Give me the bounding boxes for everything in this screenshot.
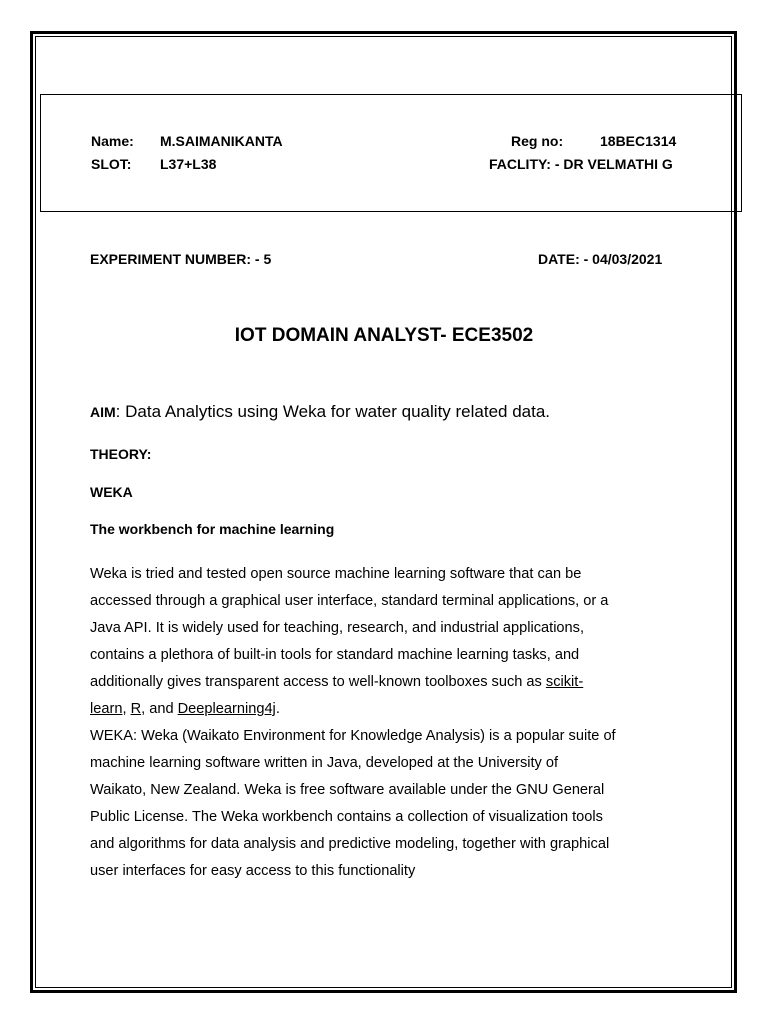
text-line: and algorithms for data analysis and predictive modeling, together with graphical — [90, 836, 610, 852]
period: . — [275, 701, 280, 717]
regno-label: Reg no: — [511, 133, 564, 149]
paragraph-intro — [90, 561, 690, 723]
subheading: The workbench for machine learning — [90, 521, 335, 537]
header-box — [40, 94, 742, 212]
text-line: machine learning software written in Java, developed at the University of — [90, 755, 559, 771]
slot-label: SLOT: — [91, 156, 132, 172]
text-span: additionally gives transparent access to well-known toolboxes such as — [90, 674, 546, 690]
slot-value: L37+L38 — [160, 156, 217, 172]
faculty-label: FACLITY: - DR VELMATHI G — [489, 156, 673, 172]
link-scikit-learn-cont[interactable]: learn — [90, 701, 123, 717]
experiment-number: EXPERIMENT NUMBER: - 5 — [90, 251, 272, 267]
weka-heading: WEKA — [90, 484, 133, 500]
body-text — [90, 561, 690, 885]
page-title: IOT DOMAIN ANALYST- ECE3502 — [234, 325, 534, 346]
text-line: user interfaces for easy access to this functionality — [90, 863, 416, 879]
link-scikit-learn[interactable]: scikit- — [545, 674, 584, 690]
paragraph-weka — [90, 723, 690, 885]
aim-label: AIM — [90, 404, 116, 420]
text-line — [90, 669, 690, 696]
name-label: Name: — [91, 133, 134, 149]
link-deeplearning4j[interactable]: Deeplearning4j — [177, 701, 276, 717]
theory-heading: THEORY: — [90, 446, 152, 462]
regno-value: 18BEC1314 — [600, 133, 677, 149]
name-value: M.SAIMANIKANTA — [160, 133, 283, 149]
aim-text: : Data Analytics using Weka for water quality related data. — [115, 402, 551, 421]
text-line: Weka is tried and tested open source machine learning software that can be — [90, 566, 582, 582]
text-line: accessed through a graphical user interface, standard terminal applications, or a — [90, 593, 609, 609]
text-line: WEKA: Weka (Waikato Environment for Knowledge Analysis) is a popular suite of — [90, 728, 616, 744]
link-r[interactable]: R — [130, 701, 142, 717]
text-line: Public License. The Weka workbench contains a collection of visualization tools — [90, 809, 603, 825]
experiment-date: DATE: - 04/03/2021 — [538, 251, 663, 267]
separator: , and — [141, 701, 178, 717]
text-line — [90, 696, 690, 723]
text-line: Java API. It is widely used for teaching, research, and industrial applications, — [90, 620, 585, 636]
text-line: contains a plethora of built-in tools for standard machine learning tasks, and — [90, 647, 580, 663]
aim-line — [90, 402, 550, 422]
text-line: Waikato, New Zealand. Weka is free software available under the GNU General — [90, 782, 605, 798]
separator: , — [122, 701, 131, 717]
